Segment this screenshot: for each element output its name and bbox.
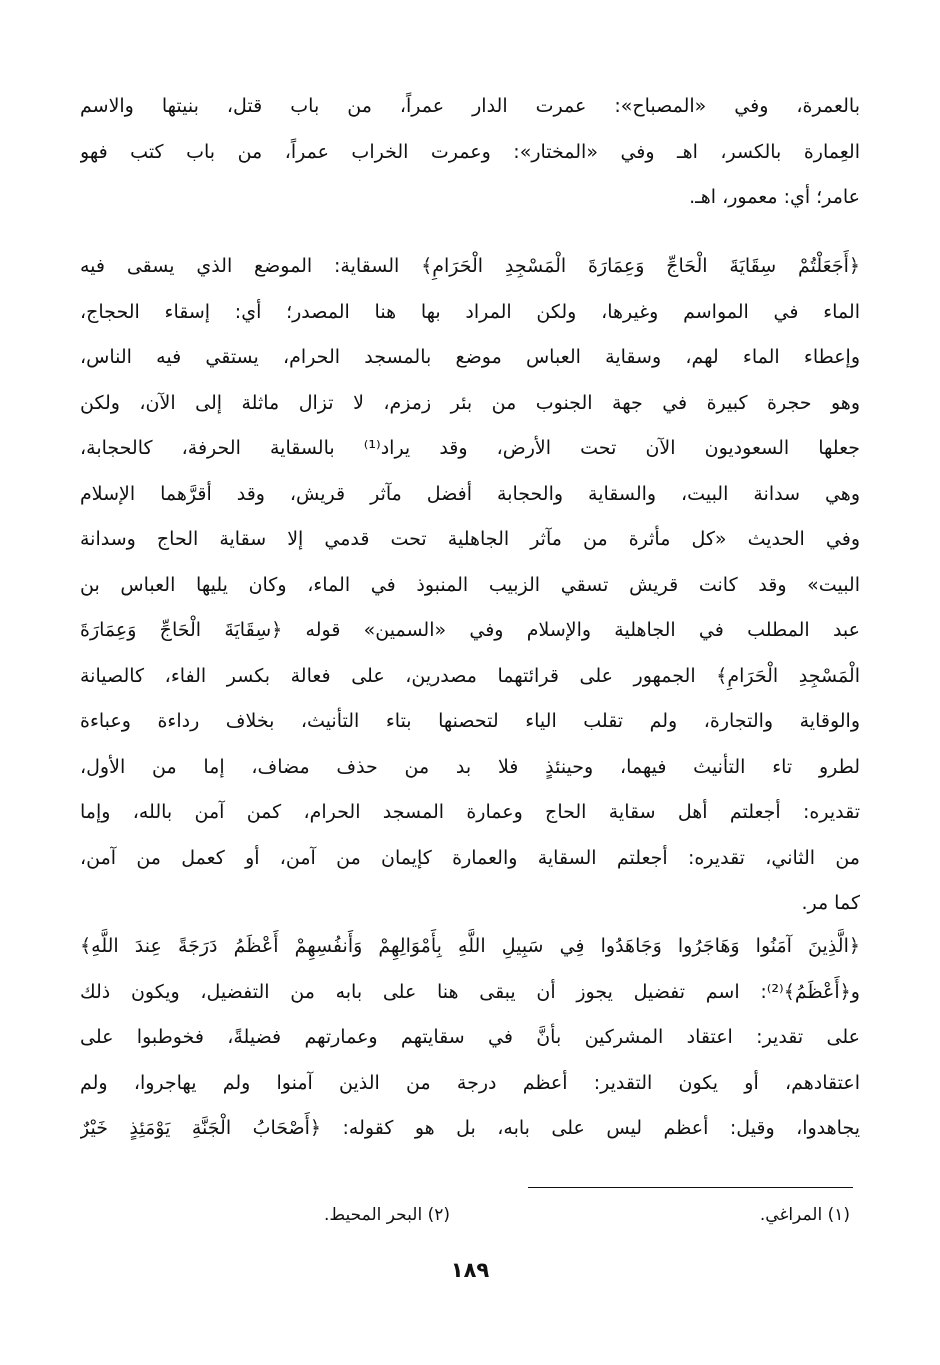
text-line: الماء في المواسم وغيرها، ولكن المراد بها هنا المصدر؛ أي: إسقاء الحجاج، [80,300,860,323]
text-line: وهو حجرة كبيرة في جهة الجنوب من بئر زمزم، لا تزال ماثلة إلى الآن، ولكن [80,391,860,414]
page-number: ١٨٩ [450,1258,490,1282]
text-line: والوقاية والتجارة، ولم تقلب الياء لتحصنها بتاء التأنيث، بخلاف رداءة وعباءة [80,710,860,732]
text-line: بالعمرة، وفي «المصباح»: عمرت الدار عمراً، من باب قتل، بنيتها والاسم [80,95,860,117]
paragraph-2 [80,244,860,927]
text-line: وهي سدانة البيت، والسقاية والحجابة أفضل مآثر قريش، وقد أقرَّهما الإسلام [80,482,860,505]
text-line: من الثاني، تقديره: أجعلتم السقاية والعمارة كإيمان من آمن، أو كعمل من آمن، [80,846,860,869]
text-line: جعلها السعوديون الآن تحت الأرض، وقد يراد⁽¹⁾ بالسقاية الحرفة، كالحجابة، [80,437,860,459]
text-line: عامر؛ أي: معمور، اهـ. [689,186,860,208]
text-line: وإعطاء الماء لهم، وسقاية العباس موضع بالمسجد الحرام، يستقي فيه الناس، [80,346,860,368]
text-line: عبد المطلب في الجاهلية والإسلام وفي «السمين» قوله ﴿سِقَايَةَ الْحَاجِّ وَعِمَارَةَ [80,619,860,641]
text-line: ﴿الَّذِينَ آمَنُوا وَهَاجَرُوا وَجَاهَدُوا فِي سَبِيلِ اللَّهِ بِأَمْوَالِهِمْ وَأَنفُسِهِمْ أَعْظَمُ دَرَجَةً عِندَ اللَّهِ﴾ [80,935,860,957]
text-line: كما مر. [801,892,860,914]
paragraph-1 [80,84,860,221]
text-line: وفي الحديث «كل مأثرة من مآثر الجاهلية تحت قدمي إلا سقاية الحاج وسدانة [80,528,860,550]
text-line: ﴿أَجَعَلْتُمْ سِقَايَةَ الْحَاجِّ وَعِمَارَةَ الْمَسْجِدِ الْحَرَامِ﴾ السقاية: الموضع الذي يسقى فيه [80,255,860,277]
text-line: العِمارة بالكسر، اهـ وفي «المختار»: وعمرت الخراب عمراً، من باب كتب فهو [80,140,860,163]
paragraph-3 [80,924,860,1152]
text-line: الْمَسْجِدِ الْحَرَامِ﴾ الجمهور على قرائتهما مصدرين، على فعالة بكسر الفاء، كالصيانة [80,664,860,687]
text-line: البيت» وقد كانت قريش تسقي الزبيب المنبوذ في الماء، وكان يليها العباس بن [80,573,860,596]
text-line: تقديره: أجعلتم أهل سقاية الحاج وعمارة المسجد الحرام، كمن آمن بالله، وإما [80,801,860,823]
text-line: لطرو تاء التأنيث فيهما، وحينئذٍ فلا بد من حذف مضاف، إما من الأول، [80,755,860,778]
text-line: يجاهدوا، وقيل: أعظم ليس على بابه، بل هو كقوله: ﴿أَصْحَابُ الْجَنَّةِ يَوْمَئِذٍ خَيْرٌ [80,1117,860,1139]
text-line: على تقدير: اعتقاد المشركين بأنَّ في سقايتهم وعمارتهم فضيلةً، فخوطبوا على [80,1026,860,1048]
footnote-divider [528,1187,853,1188]
text-line: اعتقادهم، أو يكون التقدير: أعظم درجة من الذين آمنوا ولم يهاجروا، ولم [80,1071,860,1094]
text-line: و﴿أَعْظَمُ﴾⁽²⁾: اسم تفضيل يجوز أن يبقى هنا على بابه من التفضيل، ويكون ذلك [80,980,860,1003]
footnote-1: (١) المراغي. [759,1205,850,1225]
footnote-2: (٢) البحر المحيط. [324,1205,450,1225]
